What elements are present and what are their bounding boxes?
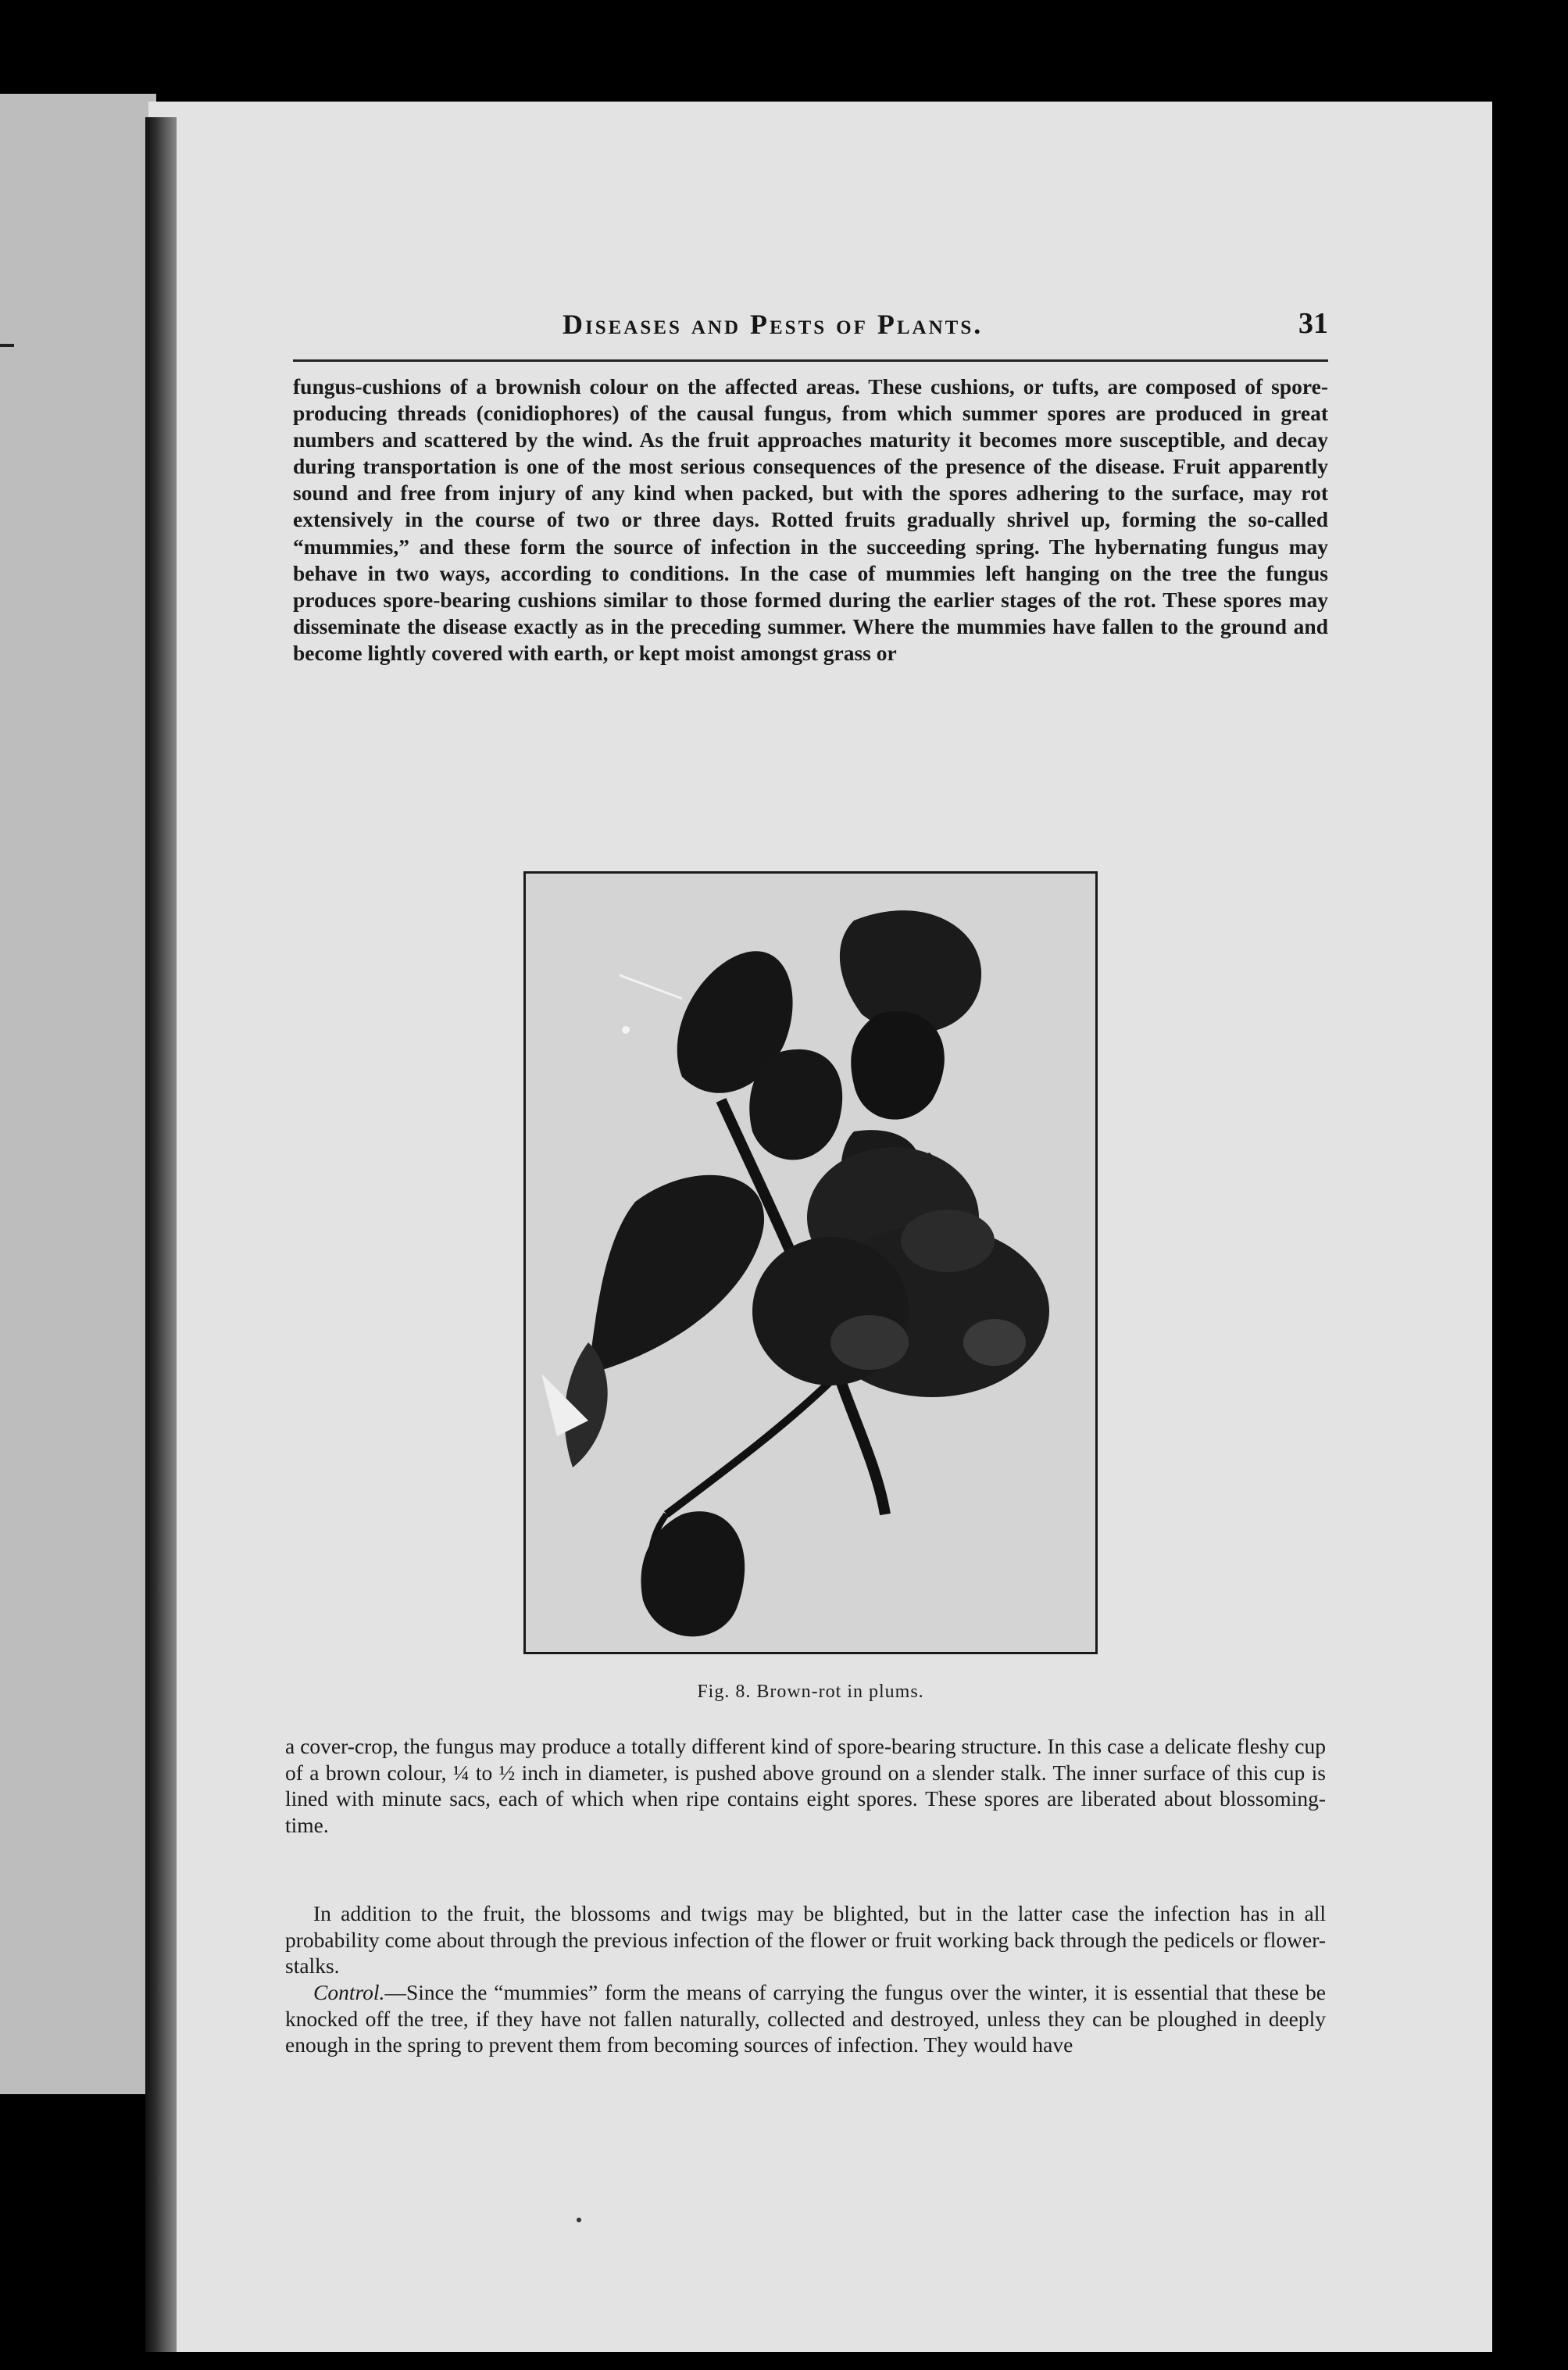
body-paragraph-1: a cover-crop, the fungus may produce a totally different kind of spore-bearing structure. In this case a delicate fleshy cup of a brown colour, ¼ to ½ inch in diameter, is pushed above ground on a slender stalk. The inner surface of this cup is lined with minute sacs, each of which when ripe contains eight spores. These spores are liberated about blossoming-time. [285, 1734, 1326, 1837]
adjacent-page-mark [0, 344, 14, 347]
page-binding-shadow [145, 117, 177, 2352]
figure-caption: Fig. 8. Brown-rot in plums. [697, 1682, 924, 1702]
control-heading: Control. [313, 1980, 385, 2004]
control-text: —Since the “mummies” form the means of carrying the fungus over the winter, it is essential that these be knocked off the tree, if they have not fallen naturally, collected and destroyed, unless they can be ploughed in deeply enough in the spring to prevent them from becoming sources of infection. They would have [285, 1980, 1326, 2057]
body-paragraph-top: fungus-cushions of a brownish colour on the affected areas. These cushions, or tufts, are composed of spore-producing threads (conidiophores) of the causal fungus, from which summer spores are produced in great numbers and scattered by the wind. As the fruit approaches maturity it becomes more susceptible, and decay during transportation is one of the most serious consequences of the presence of the disease. Fruit apparently sound and free from injury of any kind when packed, but with the spores adhering to the surface, may rot extensively in the course of two or three days. Rotted fruits gradually shrivel up, forming the so-called “mummies,” and these form the source of infection in the succeeding spring. The hybernating fungus may behave in two ways, according to conditions. In the case of mummies left hanging on the tree the fungus produces spore-bearing cushions similar to those formed during the earlier stages of the rot. These spores may disseminate the disease exactly as in the preceding summer. Where the mummies have fallen to the ground and become lightly covered with earth, or kept moist amongst grass or [293, 374, 1328, 665]
header-rule [293, 359, 1328, 362]
page-number: 31 [1298, 307, 1328, 340]
body-paragraph-2: In addition to the fruit, the blossoms and twigs may be blighted, but in the latter case the infection has in all probability come about through the previous infection of the flower or fruit working back through the pedicels or flower-stalks. [285, 1901, 1326, 1978]
adjacent-page-edge [0, 94, 156, 2094]
running-head: Diseases and Pests of Plants. [563, 309, 984, 340]
plum-branch-illustration [526, 874, 1095, 1652]
page-speck [577, 2218, 581, 2222]
page-header [563, 303, 1328, 350]
body-paragraph-control [285, 1979, 1326, 2058]
figure-plate [523, 871, 1098, 1654]
